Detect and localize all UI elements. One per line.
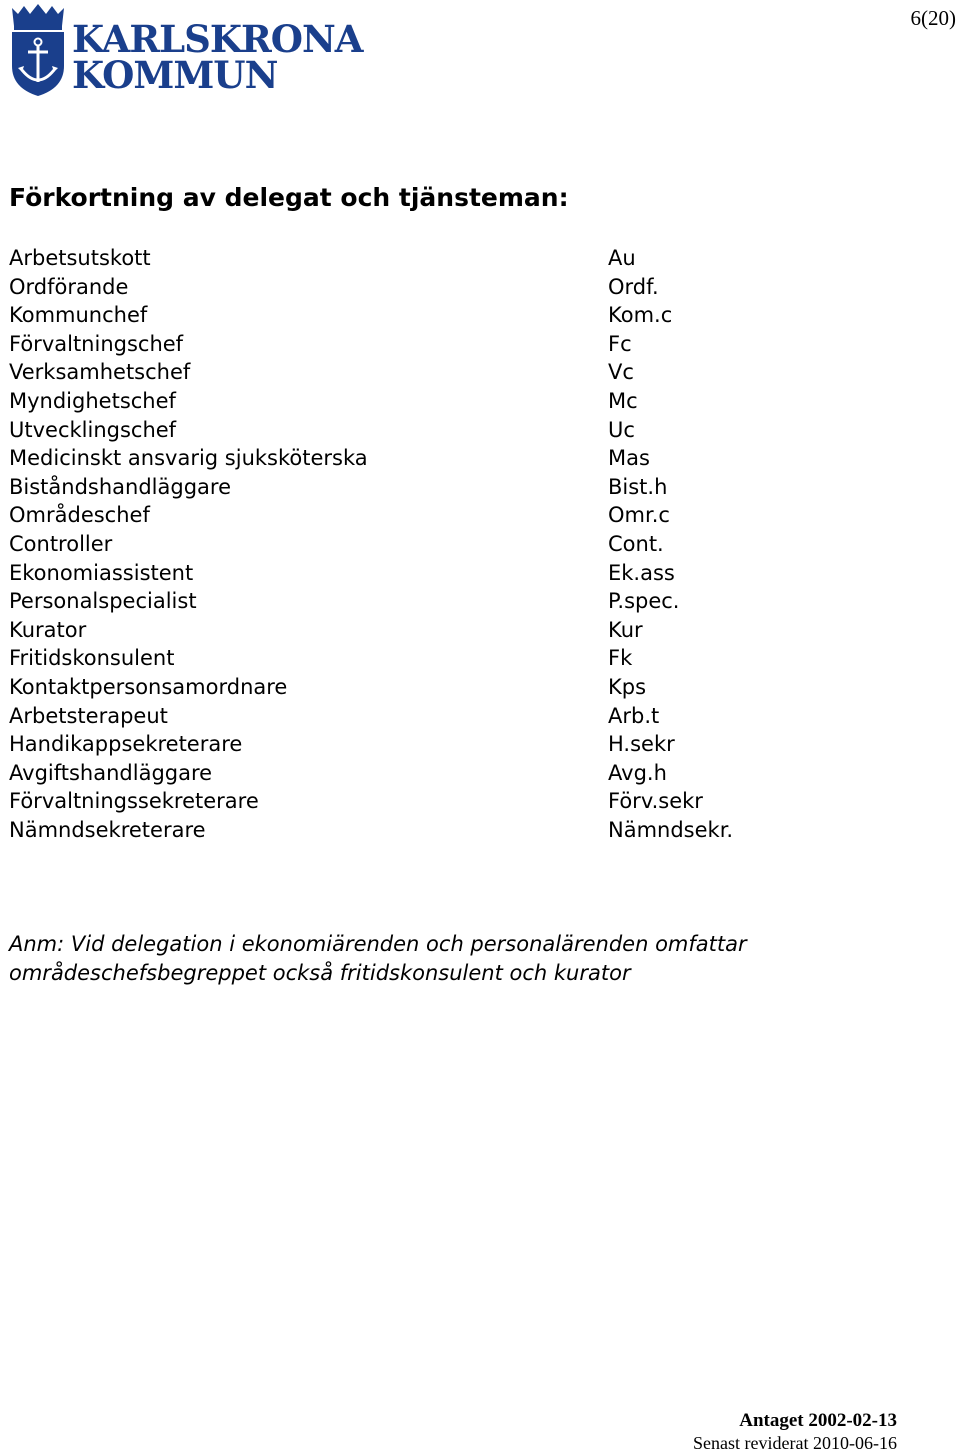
- abbreviation-term: Kurator: [9, 617, 87, 642]
- abbreviation-short: Mc: [608, 388, 638, 413]
- logo-line-1: KARLSKRONA: [72, 17, 363, 61]
- abbreviation-row: [9, 244, 909, 273]
- document-footer: [693, 1409, 897, 1455]
- abbreviation-short: Kps: [608, 674, 647, 699]
- abbreviation-short: Nämndsekr.: [608, 817, 734, 842]
- abbreviation-short: Fc: [608, 331, 632, 356]
- abbreviation-short: Omr.c: [608, 503, 670, 528]
- abbreviation-short: Ordf.: [608, 274, 659, 299]
- abbreviation-short: Uc: [608, 417, 635, 442]
- abbreviation-short: Förv.sekr: [608, 789, 703, 814]
- abbreviation-term: Avgiftshandläggare: [9, 760, 213, 785]
- revised-date: Senast reviderat 2010-06-16: [693, 1433, 897, 1453]
- abbreviation-row: [9, 730, 909, 759]
- abbreviation-short: Mas: [608, 446, 650, 471]
- abbreviation-row: [9, 387, 909, 416]
- abbreviation-row: [9, 559, 909, 588]
- abbreviation-short: P.spec.: [608, 589, 680, 614]
- abbreviation-term: Nämndsekreterare: [9, 817, 206, 842]
- abbreviation-term: Förvaltningssekreterare: [9, 789, 259, 814]
- abbreviation-term: Kommunchef: [9, 303, 148, 328]
- abbreviation-list: [9, 244, 909, 844]
- abbreviation-short: Bist.h: [608, 474, 668, 499]
- abbreviation-row: [9, 501, 909, 530]
- logo-line-2: KOMMUN: [72, 53, 278, 97]
- abbreviation-short: H.sekr: [608, 732, 675, 757]
- abbreviation-row: [9, 816, 909, 845]
- abbreviation-term: Verksamhetschef: [9, 360, 191, 385]
- karlskrona-kommun-logo: [8, 4, 380, 98]
- abbreviation-short: Avg.h: [608, 760, 667, 785]
- abbreviation-short: Arb.t: [608, 703, 660, 728]
- page-number: 6(20): [910, 6, 956, 30]
- abbreviation-row: [9, 787, 909, 816]
- abbreviation-short: Kur: [608, 617, 643, 642]
- abbreviation-term: Kontaktpersonsamordnare: [9, 674, 288, 699]
- abbreviation-row: [9, 444, 909, 473]
- abbreviation-row: [9, 301, 909, 330]
- logo-wordmark: [72, 17, 363, 97]
- abbreviation-short: Vc: [608, 360, 634, 385]
- abbreviation-term: Arbetsterapeut: [9, 703, 168, 728]
- abbreviation-term: Biståndshandläggare: [9, 474, 232, 499]
- abbreviation-term: Personalspecialist: [9, 589, 197, 614]
- abbreviation-term: Utvecklingschef: [9, 417, 177, 442]
- abbreviation-short: Cont.: [608, 531, 664, 556]
- abbreviation-term: Förvaltningschef: [9, 331, 184, 356]
- abbreviation-row: [9, 273, 909, 302]
- note-text: Anm: Vid delegation i ekonomiärenden och personalärenden omfattar områdeschefsbegreppet också fritidskonsulent och kurator: [9, 932, 747, 985]
- abbreviation-term: Controller: [9, 531, 113, 556]
- abbreviation-row: [9, 473, 909, 502]
- abbreviation-row: [9, 644, 909, 673]
- page-heading: Förkortning av delegat och tjänsteman:: [9, 183, 569, 212]
- abbreviation-row: [9, 616, 909, 645]
- abbreviation-term: Arbetsutskott: [9, 246, 151, 270]
- abbreviation-row: [9, 587, 909, 616]
- abbreviation-short: Kom.c: [608, 303, 673, 328]
- abbreviation-term: Ordförande: [9, 274, 129, 299]
- abbreviation-short: Au: [608, 246, 636, 270]
- abbreviation-row: [9, 673, 909, 702]
- abbreviation-short: Ek.ass: [608, 560, 675, 585]
- abbreviation-term: Ekonomiassistent: [9, 560, 194, 585]
- abbreviation-row: [9, 759, 909, 788]
- abbreviation-term: Områdeschef: [9, 503, 150, 528]
- abbreviation-term: Medicinskt ansvarig sjuksköterska: [9, 446, 368, 471]
- abbreviation-row: [9, 330, 909, 359]
- abbreviation-row: [9, 702, 909, 731]
- municipal-coat-of-arms-icon: [8, 4, 68, 96]
- adopted-date: Antaget 2002-02-13: [739, 1410, 897, 1431]
- abbreviation-term: Handikappsekreterare: [9, 732, 243, 757]
- abbreviation-term: Myndighetschef: [9, 388, 176, 413]
- abbreviation-term: Fritidskonsulent: [9, 646, 175, 671]
- abbreviation-short: Fk: [608, 646, 633, 671]
- abbreviation-row: [9, 358, 909, 387]
- abbreviation-row: [9, 416, 909, 445]
- abbreviation-row: [9, 530, 909, 559]
